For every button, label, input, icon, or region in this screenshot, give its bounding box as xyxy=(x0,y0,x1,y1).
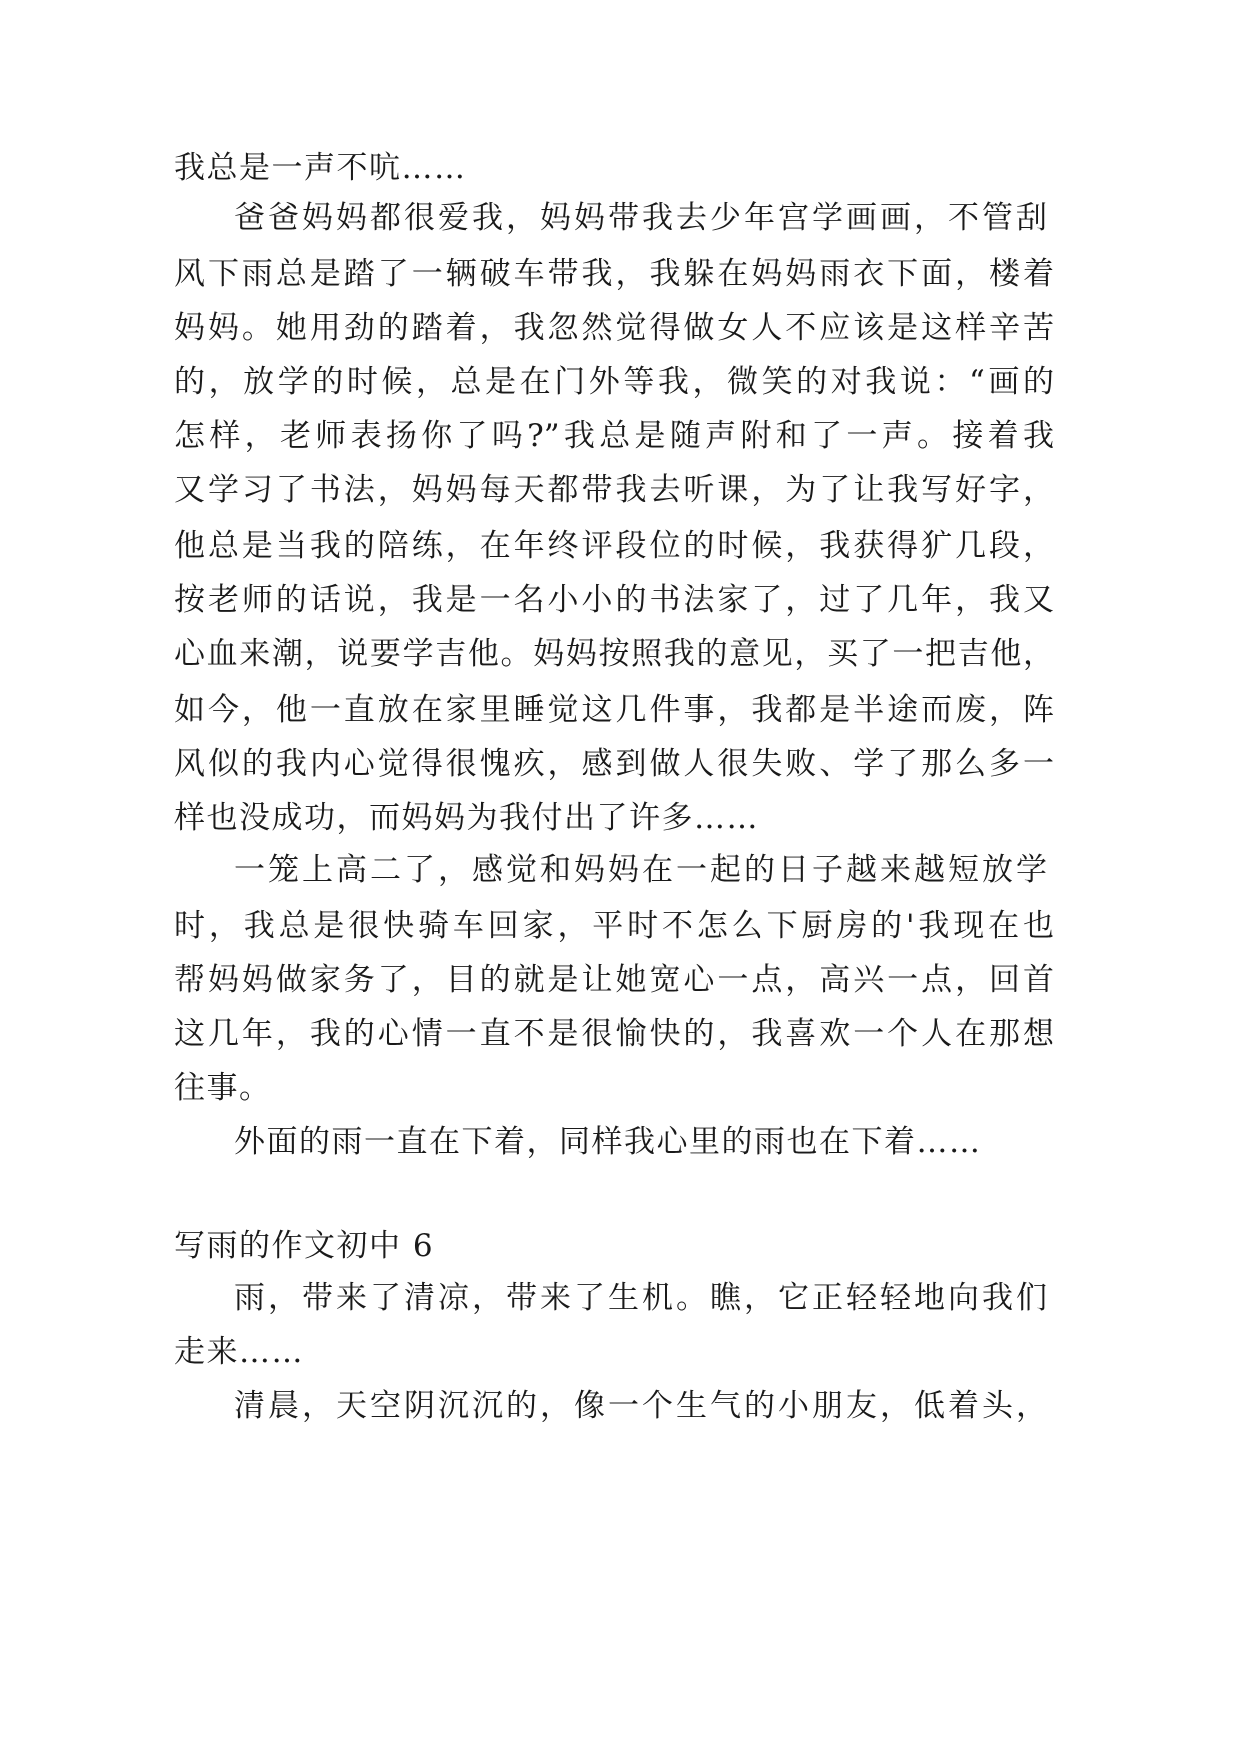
text-line-7: 又学习了书法，妈妈每天都带我去听课，为了让我写好字， xyxy=(174,472,1054,508)
text-line-11: 如今，他一直放在家里睡觉这几件事，我都是半途而废，阵 xyxy=(174,692,1054,728)
section-heading: 写雨的作文初中 6 xyxy=(174,1228,435,1264)
text-line-1: 我总是一声不吭…… xyxy=(174,150,467,186)
text-line-14: 一笼上高二了，感觉和妈妈在一起的日子越来越短放学 xyxy=(234,852,1047,888)
text-line-4: 妈妈。她用劲的踏着，我忽然觉得做女人不应该是这样辛苦 xyxy=(174,310,1054,346)
text-line-19: 外面的雨一直在下着，同样我心里的雨也在下着…… xyxy=(234,1124,982,1160)
text-line-3: 风下雨总是踏了一辆破车带我，我躲在妈妈雨衣下面，楼着 xyxy=(174,256,1054,292)
text-line-10: 心血来潮，说要学吉他。妈妈按照我的意见，买了一把吉他， xyxy=(174,636,1054,672)
text-line-5: 的，放学的时候，总是在门外等我，微笑的对我说：“画的 xyxy=(174,364,1054,400)
text-line-9: 按老师的话说，我是一名小小的书法家了，过了几年，我又 xyxy=(174,582,1054,618)
text-line-13: 样也没成功，而妈妈为我付出了许多…… xyxy=(174,800,759,836)
text-line-22: 清晨，天空阴沉沉的，像一个生气的小朋友，低着头， xyxy=(234,1388,1047,1424)
text-line-8: 他总是当我的陪练，在年终评段位的时候，我获得犷几段， xyxy=(174,528,1054,564)
text-line-2: 爸爸妈妈都很爱我，妈妈带我去少年宫学画画，不管刮 xyxy=(234,200,1047,236)
text-line-18: 往事。 xyxy=(174,1070,272,1106)
text-line-15: 时，我总是很快骑车回家，平时不怎么下厨房的'我现在也 xyxy=(174,908,1054,944)
text-line-6: 怎样，老师表扬你了吗?”我总是随声附和了一声。接着我 xyxy=(174,418,1054,454)
text-line-20: 雨，带来了清凉，带来了生机。瞧，它正轻轻地向我们 xyxy=(234,1280,1047,1316)
text-line-17: 这几年，我的心情一直不是很愉快的，我喜欢一个人在那想 xyxy=(174,1016,1054,1052)
text-line-21: 走来…… xyxy=(174,1334,304,1370)
text-line-16: 帮妈妈做家务了，目的就是让她宽心一点，高兴一点，回首 xyxy=(174,962,1054,998)
text-line-12: 风似的我内心觉得很愧疚，感到做人很失败、学了那么多一 xyxy=(174,746,1054,782)
